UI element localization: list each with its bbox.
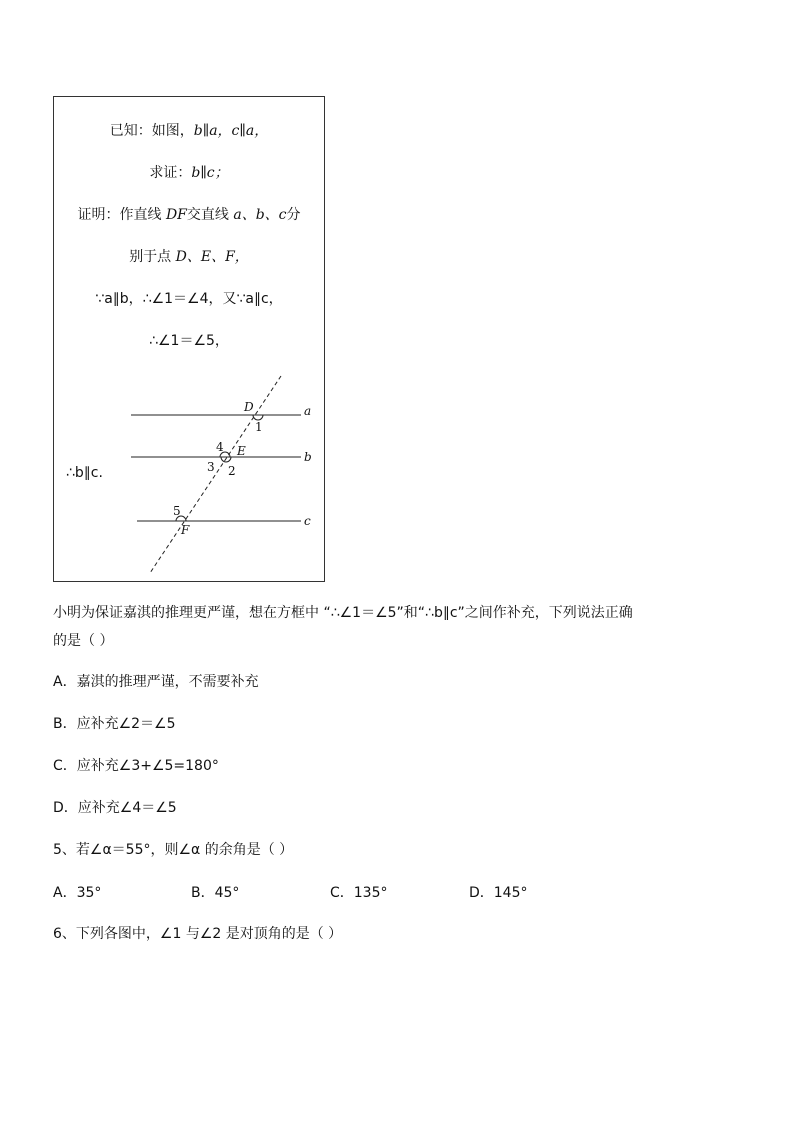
question-5-stem: 5、若∠α＝55°，则∠α 的余角是（ ） xyxy=(53,842,294,858)
proof-line1-b: 交直线 xyxy=(186,207,234,223)
angle-5-label: 5 xyxy=(173,504,181,518)
question-4-line-1: 小明为保证嘉淇的推理更严谨，想在方框中 “∴∠1＝∠5”和“∴b∥c”之间作补充，下列说法正确 xyxy=(53,605,633,621)
given-prefix: 已知：如图， xyxy=(109,123,194,139)
prove-prefix: 求证： xyxy=(149,165,192,181)
proof-line1-df: DF xyxy=(165,207,187,223)
point-e-label: E xyxy=(237,444,246,458)
prove-math: b∥c； xyxy=(191,165,229,181)
proof-box xyxy=(53,96,325,582)
line-a-label: a xyxy=(304,404,312,418)
proof-line2-a: 别于点 xyxy=(129,249,176,265)
proof-line1-abc: a、b、c xyxy=(233,207,287,223)
q5-option-d: D．145° xyxy=(469,885,528,901)
line-c-label: c xyxy=(304,514,311,528)
proof-line1-a: 证明：作直线 xyxy=(77,207,166,223)
proof-line2-pts: D、E、F， xyxy=(175,249,249,265)
q4-option-b: B．应补充∠2＝∠5 xyxy=(53,716,176,732)
point-f-label: F xyxy=(181,523,190,537)
q5-option-c: C．135° xyxy=(330,885,388,901)
angle-3-label: 3 xyxy=(207,460,215,474)
q5-option-a: A．35° xyxy=(53,885,102,901)
proof-line1-c: 分 xyxy=(286,207,301,223)
given-math: b∥a，c∥a， xyxy=(193,123,269,139)
angle-2-label: 2 xyxy=(228,464,236,478)
proof-line-3: ∵a∥b，∴∠1＝∠4，又∵a∥c， xyxy=(95,291,283,307)
transversal-df xyxy=(150,376,281,573)
angle-4-label: 4 xyxy=(216,440,224,454)
question-4-line-2: 的是（ ） xyxy=(53,633,114,649)
angle-1-label: 1 xyxy=(255,420,263,434)
q4-option-c: C．应补充∠3+∠5=180° xyxy=(53,758,219,774)
question-4-stem xyxy=(53,599,743,655)
q4-option-d: D．应补充∠4＝∠5 xyxy=(53,800,177,816)
q5-option-b: B．45° xyxy=(191,885,240,901)
proof-line-4: ∴∠1＝∠5， xyxy=(149,333,229,349)
q4-option-a: A．嘉淇的推理严谨，不需要补充 xyxy=(53,674,259,690)
parallel-lines-figure xyxy=(54,97,326,583)
line-b-label: b xyxy=(304,450,312,464)
point-d-label: D xyxy=(244,400,254,414)
question-6-stem: 6、下列各图中，∠1 与∠2 是对顶角的是（ ） xyxy=(53,926,343,942)
proof-conclusion: ∴b∥c. xyxy=(66,465,103,481)
